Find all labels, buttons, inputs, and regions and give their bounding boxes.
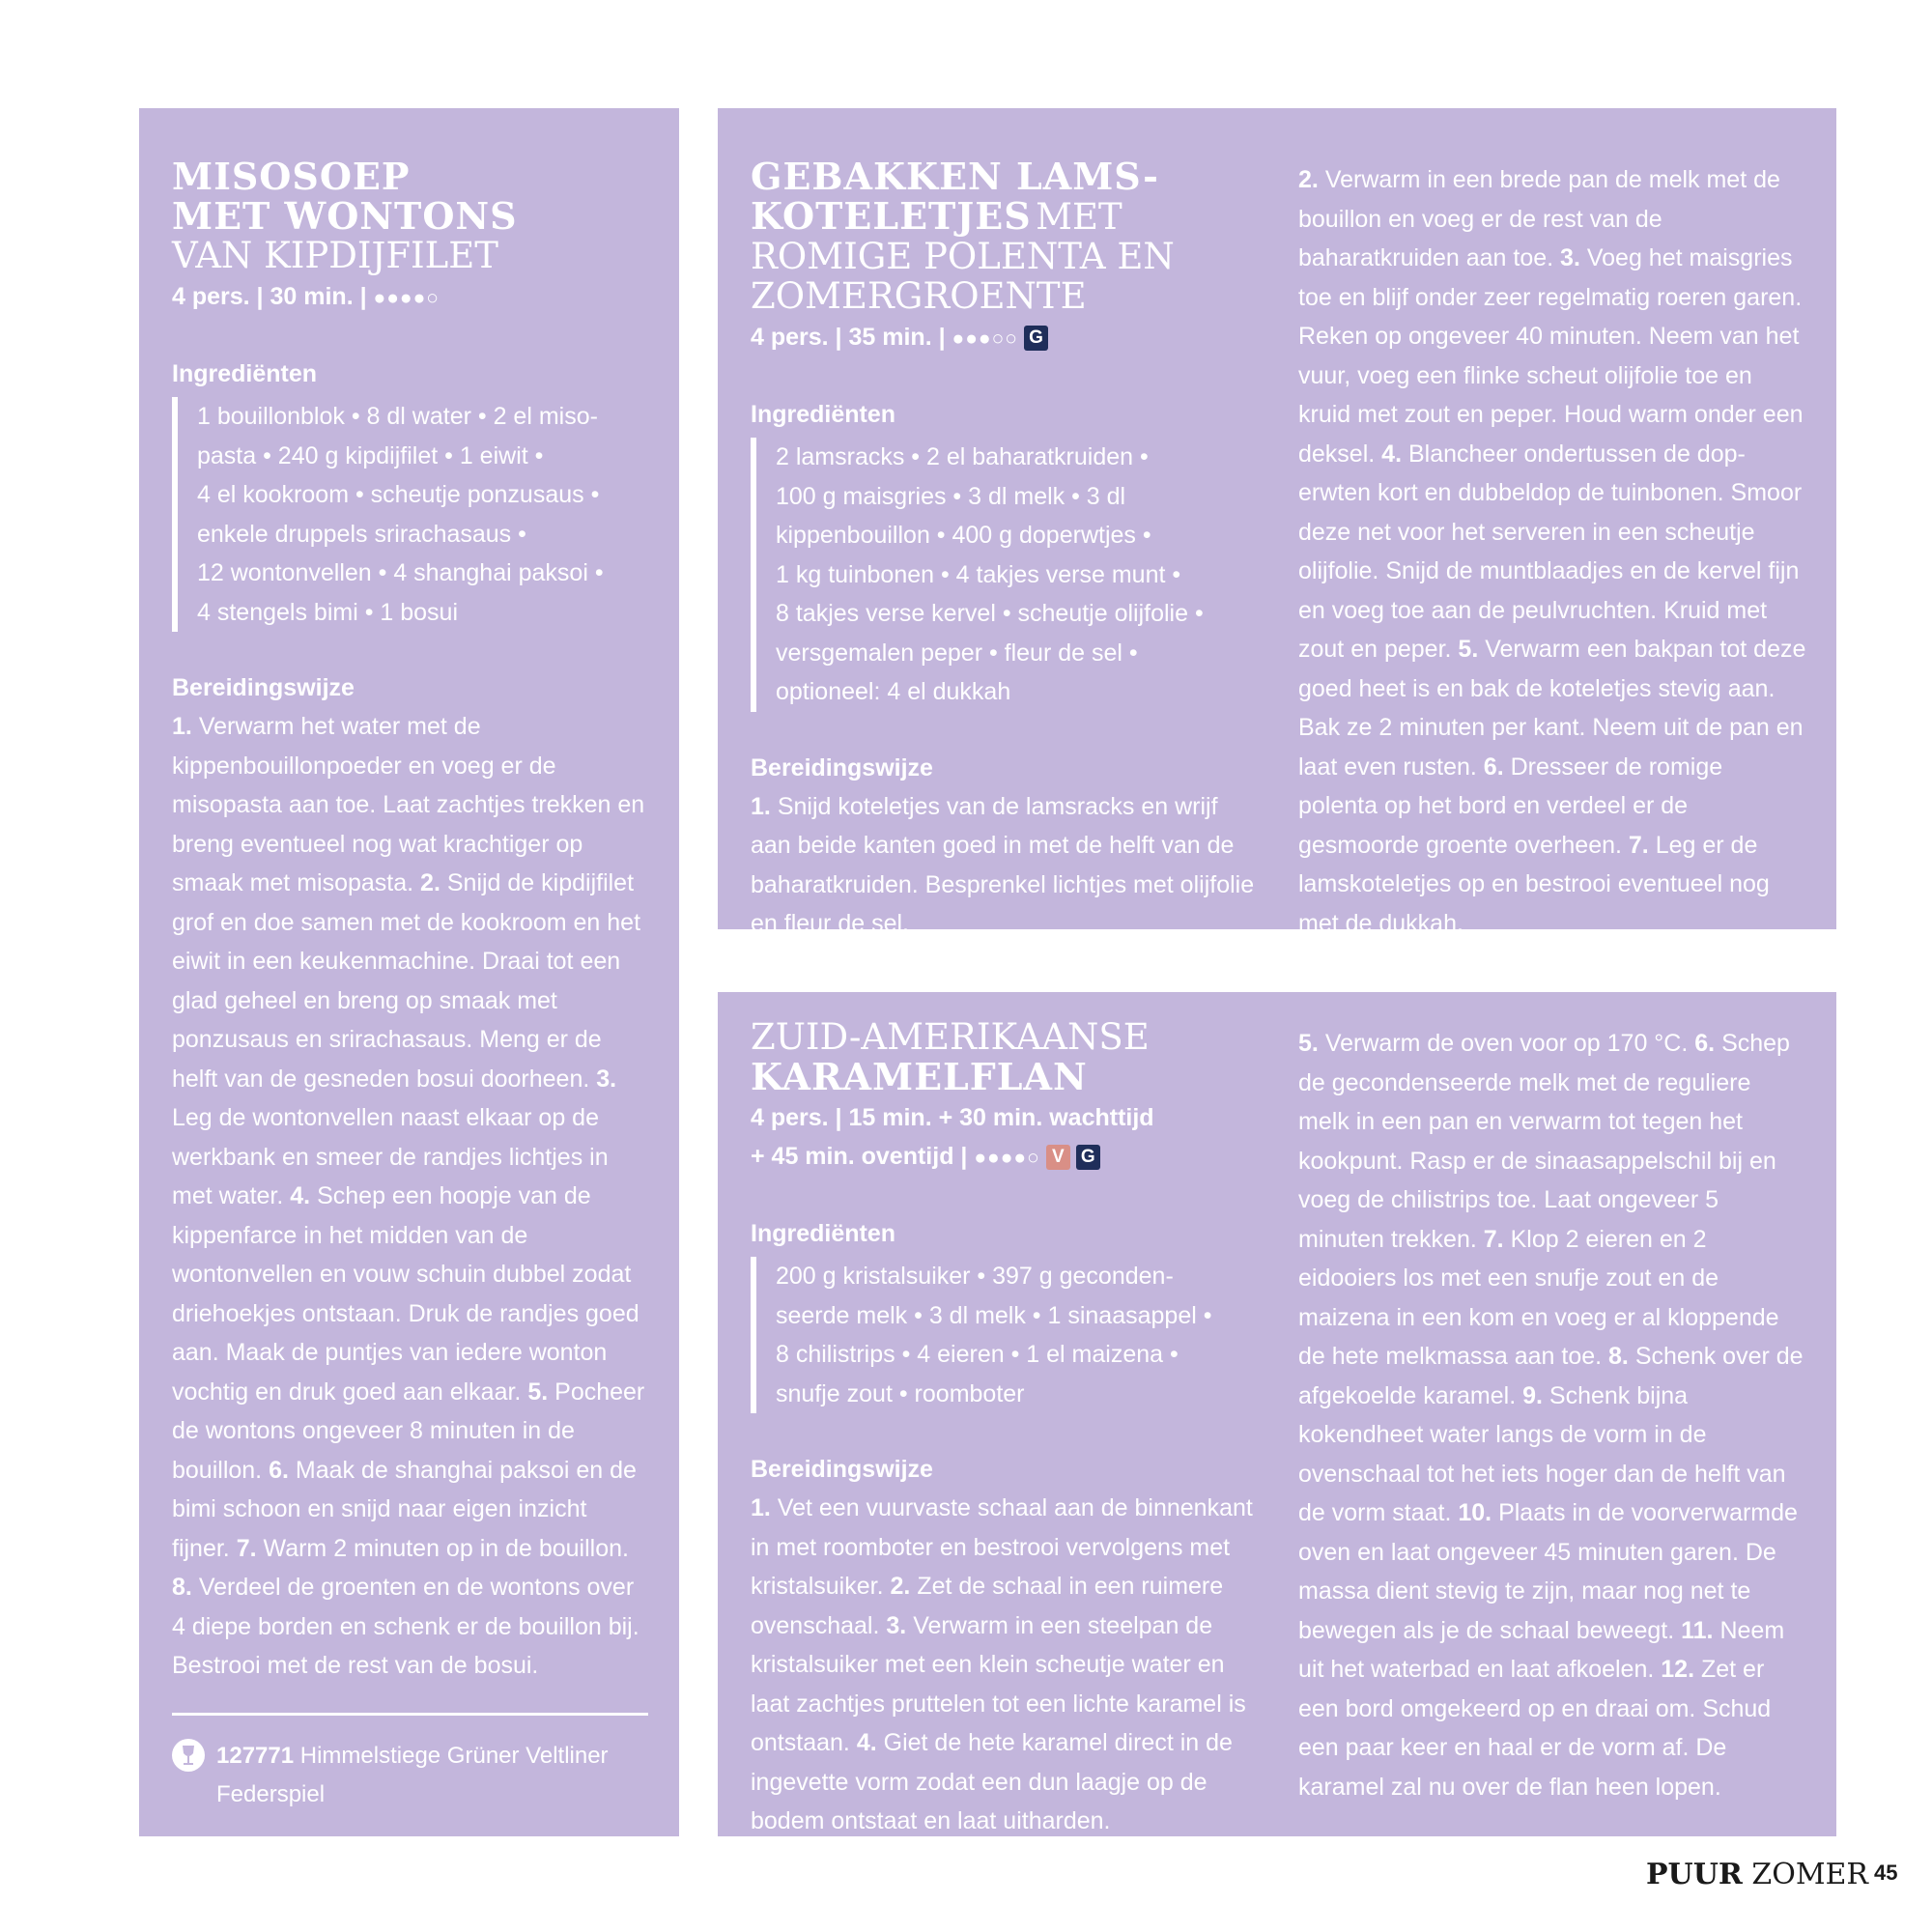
wine-code: 127771	[216, 1742, 295, 1769]
title-line: KOTELETJES	[751, 194, 1032, 238]
step-number: 1.	[751, 792, 771, 820]
step-number: 3.	[886, 1611, 907, 1639]
step-text: Verwarm een bakpan tot deze goed heet is en bak de koteletjes stevig aan. Bak ze 2 minuten per kant. Neem uit de pan en laat even rusten.	[1298, 636, 1806, 781]
step-text: Schep een hoopje van de kippenfarce in het midden van de wontonvellen en vouw schuin dubbel zodat driehoekjes ontstaan. Druk de randjes goed aan. Maak de puntjes van iedere wonton vochtig en druk goed aan elkaar.	[172, 1182, 639, 1406]
recipe-left-column	[751, 1017, 1259, 1841]
step-text: Snijd koteletjes van de lamsracks en wrijf aan beide kanten goed in met de helft van de baharatkruiden. Besprenkel lichtjes met olijfolie en fleur de sel.	[751, 792, 1255, 937]
ingredient-line: 12 wontonvellen • 4 shanghai paksoi •	[197, 559, 604, 586]
ingredient-line: 1 kg tuinbonen • 4 takjes verse munt •	[776, 560, 1181, 588]
step-text: Verdeel de groenten en de wontons over 4 diepe borden en schenk er de bouillon bij. Bestrooi met de rest van de bosui.	[172, 1574, 639, 1679]
step-text: Schenk over de afgekoelde karamel.	[1298, 1343, 1804, 1409]
step-text: Giet de hete karamel direct in de ingevette vorm zodat een dun laagje op de bodem ontstaat en laat uitharden.	[751, 1729, 1233, 1834]
gluten-free-badge: G	[1024, 326, 1048, 351]
title-subline: ZOMERGROENTE	[751, 275, 1087, 317]
ingredient-line: 200 g kristalsuiker • 397 g geconden-	[776, 1263, 1174, 1290]
ingredient-line: pasta • 240 g kipdijfilet • 1 eiwit •	[197, 441, 544, 469]
ingredient-line: 4 stengels bimi • 1 bosui	[197, 598, 459, 626]
step-text: Plaats in de voorverwarmde oven en laat ongeveer 45 minuten garen. De massa dient stevig te zijn, maar nog net te bewegen als je de schaal beweegt.	[1298, 1499, 1798, 1644]
title-subline: ZUID-AMERIKAANSE	[751, 1016, 1150, 1058]
method-text	[751, 787, 1259, 944]
recipe-right-column	[1298, 160, 1806, 943]
step-number: 8.	[1608, 1343, 1629, 1370]
ingredient-line: versgemalen peper • fleur de sel •	[776, 639, 1138, 667]
step-number: 2.	[890, 1573, 911, 1600]
ingredient-line: snufje zout • roomboter	[776, 1379, 1025, 1407]
step-number: 2.	[1298, 166, 1319, 193]
step-number: 6.	[1483, 753, 1504, 781]
ingredient-line: 1 bouillonblok • 8 dl water • 2 el miso-	[197, 403, 598, 430]
recipe-card-karamelflan	[718, 992, 1836, 1836]
recipe-meta	[751, 318, 1259, 358]
step-text: Voeg het maisgries toe en blijf onder zeer regelmatig roeren garen. Reken op ongeveer 40 minuten. Neem van het vuur, voeg een flinke scheut olijfolie toe en kruid met zout en peper. Houd warm onder een deksel.	[1298, 244, 1804, 468]
difficulty-rating: ●●●○○	[952, 327, 1018, 350]
step-text: Klop 2 eieren en 2 eidooiers los met een snufje zout en de maizena in een kom en voeg er al kloppende de hete melkmassa aan toe.	[1298, 1225, 1779, 1370]
recipe-card-lamskoteletjes	[718, 108, 1836, 937]
recipe-right-column	[1298, 1024, 1806, 1806]
ingredient-line: seerde melk • 3 dl melk • 1 sinaasappel •	[776, 1301, 1212, 1329]
step-number: 3.	[1560, 244, 1580, 271]
ingredient-line: enkele druppels srirachasaus •	[197, 520, 526, 548]
ingredients-heading: Ingrediënten	[751, 401, 896, 428]
difficulty-rating: ●●●●○	[974, 1147, 1040, 1169]
recipe-title	[172, 156, 648, 275]
method-text	[172, 707, 648, 1686]
step-text: Pocheer de wontons ongeveer 8 minuten in de bouillon.	[172, 1378, 645, 1484]
ingredient-line: 8 takjes verse kervel • scheutje olijfolie •	[776, 600, 1204, 627]
ingredients-heading: Ingrediënten	[172, 360, 318, 387]
title-line: MISOSOEP	[172, 155, 411, 198]
ingredients-heading: Ingrediënten	[751, 1220, 896, 1247]
title-line: GEBAKKEN LAMS-	[751, 155, 1159, 198]
step-number: 12.	[1661, 1656, 1695, 1683]
vegetarian-badge: V	[1046, 1145, 1070, 1170]
ingredient-line: 8 chilistrips • 4 eieren • 1 el maizena •	[776, 1341, 1179, 1368]
step-number: 6.	[269, 1456, 289, 1484]
brand-bold: PUUR	[1646, 1858, 1743, 1891]
ingredient-line: optioneel: 4 el dukkah	[776, 678, 1011, 705]
step-number: 2.	[420, 869, 440, 896]
step-text: Zet er een bord omgekeerd op en draai om. Schud een paar keer en haal er de vorm af. De karamel zal nu over de flan heen lopen.	[1298, 1656, 1772, 1801]
recipe-title	[751, 156, 1259, 316]
step-text: Leg er de lamskoteletjes op en bestrooi eventueel nog met de dukkah.	[1298, 831, 1770, 937]
step-text: Verwarm de oven voor op 170 °C.	[1324, 1030, 1689, 1057]
step-text: Verwarm in een brede pan de melk met de bouillon en voeg er de rest van de baharatkruiden aan toe.	[1298, 166, 1780, 271]
step-text: Zet de schaal in een ruimere ovenschaal.	[751, 1573, 1224, 1639]
step-number: 4.	[290, 1182, 311, 1209]
ingredient-line: 100 g maisgries • 3 dl melk • 3 dl	[776, 482, 1126, 510]
page-number: 45	[1874, 1861, 1898, 1885]
servings-time: 4 pers. | 35 min. |	[751, 324, 946, 351]
ingredient-line: 2 lamsracks • 2 el baharatkruiden •	[776, 443, 1149, 470]
method-text-continued	[1298, 1024, 1806, 1806]
wine-text	[216, 1737, 648, 1814]
step-number: 1.	[751, 1494, 771, 1521]
step-number: 5.	[527, 1378, 549, 1406]
recipe-left-column	[751, 156, 1259, 944]
ingredients-list	[751, 1257, 1259, 1413]
divider	[172, 1713, 648, 1716]
step-number: 4.	[1381, 440, 1403, 468]
step-number: 7.	[236, 1534, 257, 1562]
step-number: 4.	[856, 1729, 877, 1756]
step-number: 1.	[172, 713, 192, 740]
ingredient-line: kippenbouillon • 400 g doperwtjes •	[776, 522, 1151, 549]
magazine-brand	[1646, 1858, 1868, 1891]
step-number: 6.	[1694, 1030, 1716, 1057]
title-subline: MET	[1036, 196, 1122, 238]
recipe-title	[751, 1017, 1259, 1096]
step-text: Vet een vuurvaste schaal aan de binnenkant in met roomboter en bestrooi vervolgens met kristalsuiker.	[751, 1494, 1253, 1600]
method-text-continued	[1298, 160, 1806, 943]
title-subline: VAN KIPDIJFILET	[172, 235, 498, 276]
step-number: 11.	[1681, 1616, 1714, 1644]
step-number: 8.	[172, 1574, 192, 1601]
method-heading: Bereidingswijze	[172, 674, 355, 701]
oven-time: + 45 min. oventijd |	[751, 1143, 968, 1170]
ingredients-list	[172, 397, 648, 632]
step-number: 5.	[1458, 636, 1479, 663]
wine-pairing	[172, 1737, 648, 1814]
difficulty-rating: ●●●●○	[373, 287, 440, 309]
step-text: Warm 2 minuten op in de bouillon.	[263, 1534, 629, 1562]
step-text: Blancheer ondertussen de doperwten kort en dubbeldop de tuinbonen. Smoor deze net voor het serveren in een scheutje olijfolie. Snijd de muntblaadjes en de kervel fijn en voeg toe aan de peulvruchten. Kruid met zout en peper.	[1298, 440, 1803, 663]
step-text: Verwarm in een steelpan de kristalsuiker met een klein scheutje water en laat zachtjes pruttelen tot een lichte karamel is ontstaan.	[751, 1611, 1246, 1756]
step-text: Dresseer de romige polenta op het bord en verdeel er de gesmoorde groente overheen.	[1298, 753, 1723, 859]
recipe-meta	[751, 1098, 1259, 1178]
servings-time: 4 pers. | 30 min. |	[172, 283, 367, 310]
servings-time: 4 pers. | 15 min. + 30 min. wachttijd	[751, 1104, 1154, 1131]
ingredients-list	[751, 438, 1259, 712]
step-text: Schenk bijna kokendheet water langs de vorm in de ovenschaal tot het iets hoger dan de helft van de vorm staat.	[1298, 1381, 1786, 1526]
title-line: MET WONTONS	[172, 194, 518, 238]
step-text: Verwarm het water met de kippenbouillonpoeder en voeg er de misopasta aan toe. Laat zachtjes trekken en breng eventueel nog wat krachtiger op smaak met misopasta.	[172, 713, 645, 896]
method-heading: Bereidingswijze	[751, 1456, 933, 1483]
step-text: Neem uit het waterbad en laat afkoelen.	[1298, 1616, 1785, 1683]
step-number: 7.	[1483, 1225, 1504, 1253]
recipe-meta	[172, 277, 648, 318]
step-text: Maak de shanghai paksoi en de bimi schoon en snijd naar eigen inzicht fijner.	[172, 1456, 637, 1562]
step-number: 3.	[596, 1065, 617, 1093]
ingredient-line: 4 el kookroom • scheutje ponzusaus •	[197, 481, 600, 508]
step-text: Schep de gecondenseerde melk met de reguliere melk in een pan en verwarm tot tegen het kookpunt. Rasp er de sinaasappelschil bij en voeg de chilistrips toe. Laat ongeveer 5 minuten trekken.	[1298, 1030, 1790, 1253]
recipe-card-misosoep	[139, 108, 679, 1836]
wine-glass-icon	[172, 1739, 205, 1772]
step-number: 5.	[1298, 1030, 1319, 1057]
gluten-free-badge: G	[1076, 1145, 1100, 1170]
wine-name: Himmelstiege Grüner Veltliner Federspiel	[216, 1742, 609, 1807]
step-number: 9.	[1522, 1381, 1543, 1409]
step-number: 7.	[1628, 831, 1649, 859]
brand-light: ZOMER	[1751, 1858, 1869, 1891]
method-heading: Bereidingswijze	[751, 753, 933, 781]
step-number: 10.	[1458, 1499, 1492, 1526]
title-subline: ROMIGE POLENTA EN	[751, 236, 1175, 277]
step-text: Leg de wontonvellen naast elkaar op de werkbank en smeer de randjes lichtjes in met water.	[172, 1104, 609, 1209]
title-line: KARAMELFLAN	[751, 1055, 1088, 1098]
step-text: Snijd de kipdijfilet grof en doe samen met de kookroom en het eiwit in een keukenmachine. Draai tot een glad geheel en breng op smaak met ponzusaus en srirachasaus. Meng er de helft van de gesneden bosui doorheen.	[172, 869, 641, 1093]
method-text	[751, 1489, 1259, 1841]
